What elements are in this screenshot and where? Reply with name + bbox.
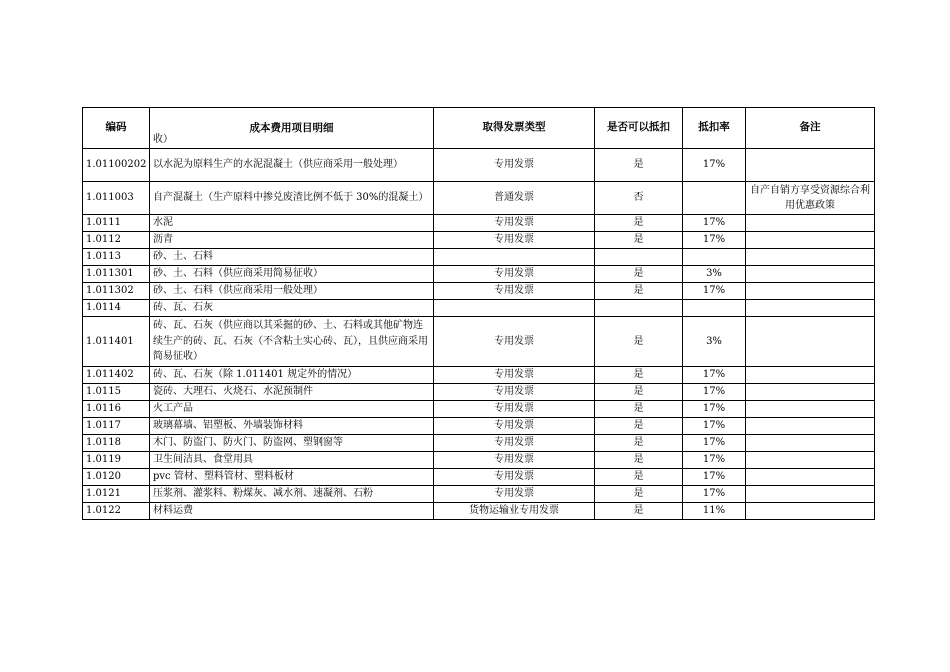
cell-code: 1.011003 bbox=[83, 182, 150, 215]
cell-deductible bbox=[595, 249, 683, 266]
cell-deductible: 是 bbox=[595, 418, 683, 435]
cell-rate: 17% bbox=[683, 215, 746, 232]
cell-deductible: 是 bbox=[595, 317, 683, 367]
table-row bbox=[83, 215, 875, 232]
cell-code: 1.0119 bbox=[83, 452, 150, 469]
cell-note bbox=[746, 283, 875, 300]
cell-detail: 卫生间洁具、食堂用具 bbox=[150, 452, 434, 469]
table-row bbox=[83, 300, 875, 317]
cell-detail: 以水泥为原料生产的水泥混凝土（供应商采用一般处理） bbox=[150, 149, 434, 182]
header-detail bbox=[150, 108, 434, 149]
cell-deductible: 是 bbox=[595, 232, 683, 249]
table-row bbox=[83, 249, 875, 266]
cell-detail: 自产混凝土（生产原料中掺兑废渣比例不低于 30%的混凝土） bbox=[150, 182, 434, 215]
cell-invoice-type: 专用发票 bbox=[434, 215, 595, 232]
cell-detail: 水泥 bbox=[150, 215, 434, 232]
cell-code: 1.0112 bbox=[83, 232, 150, 249]
cell-rate: 17% bbox=[683, 435, 746, 452]
cell-code: 1.0117 bbox=[83, 418, 150, 435]
table-row bbox=[83, 452, 875, 469]
table-row bbox=[83, 367, 875, 384]
cell-detail: 砖、瓦、石灰（供应商以其采掘的砂、土、石料或其他矿物连续生产的砖、瓦、石灰（不含粘土实心砖、瓦），且供应商采用简易征收） bbox=[150, 317, 434, 367]
cell-detail: 砖、瓦、石灰（除 1.011401 规定外的情况） bbox=[150, 367, 434, 384]
cell-rate: 17% bbox=[683, 469, 746, 486]
cell-code: 1.0114 bbox=[83, 300, 150, 317]
cell-note bbox=[746, 232, 875, 249]
cell-code: 1.011401 bbox=[83, 317, 150, 367]
cell-invoice-type: 专用发票 bbox=[434, 283, 595, 300]
table-row bbox=[83, 435, 875, 452]
cell-detail: 砂、土、石料（供应商采用一般处理） bbox=[150, 283, 434, 300]
cell-note bbox=[746, 215, 875, 232]
cell-rate bbox=[683, 300, 746, 317]
cell-note bbox=[746, 317, 875, 367]
cell-invoice-type: 货物运输业专用发票 bbox=[434, 503, 595, 520]
cell-code: 1.0113 bbox=[83, 249, 150, 266]
cell-note bbox=[746, 149, 875, 182]
cell-invoice-type: 专用发票 bbox=[434, 469, 595, 486]
cell-invoice-type: 专用发票 bbox=[434, 367, 595, 384]
table-row bbox=[83, 266, 875, 283]
cell-deductible: 是 bbox=[595, 149, 683, 182]
cell-detail: 砂、土、石料 bbox=[150, 249, 434, 266]
cell-rate: 3% bbox=[683, 317, 746, 367]
cell-note bbox=[746, 266, 875, 283]
cell-note bbox=[746, 418, 875, 435]
cell-invoice-type: 专用发票 bbox=[434, 232, 595, 249]
cell-invoice-type: 专用发票 bbox=[434, 435, 595, 452]
cell-code: 1.0111 bbox=[83, 215, 150, 232]
table-row bbox=[83, 283, 875, 300]
table-header-row bbox=[83, 108, 875, 149]
cell-code: 1.0121 bbox=[83, 486, 150, 503]
cell-note bbox=[746, 503, 875, 520]
cell-note bbox=[746, 435, 875, 452]
cell-invoice-type: 专用发票 bbox=[434, 418, 595, 435]
header-deductible: 是否可以抵扣 bbox=[595, 108, 683, 149]
cell-note bbox=[746, 249, 875, 266]
cell-rate: 17% bbox=[683, 149, 746, 182]
cell-rate: 17% bbox=[683, 418, 746, 435]
cell-code: 1.0122 bbox=[83, 503, 150, 520]
cell-rate: 17% bbox=[683, 486, 746, 503]
table-row bbox=[83, 401, 875, 418]
header-spill-text: 收） bbox=[153, 133, 173, 145]
cell-code: 1.0120 bbox=[83, 469, 150, 486]
cell-rate: 17% bbox=[683, 283, 746, 300]
header-invoice-type: 取得发票类型 bbox=[434, 108, 595, 149]
cell-deductible: 是 bbox=[595, 215, 683, 232]
cell-deductible: 否 bbox=[595, 182, 683, 215]
cell-rate: 3% bbox=[683, 266, 746, 283]
cell-invoice-type: 普通发票 bbox=[434, 182, 595, 215]
table-row bbox=[83, 317, 875, 367]
cell-detail: pvc 管材、塑料管材、塑料板材 bbox=[150, 469, 434, 486]
cell-invoice-type: 专用发票 bbox=[434, 317, 595, 367]
cell-code: 1.011402 bbox=[83, 367, 150, 384]
cell-invoice-type: 专用发票 bbox=[434, 401, 595, 418]
cell-code: 1.011301 bbox=[83, 266, 150, 283]
cell-deductible: 是 bbox=[595, 435, 683, 452]
cell-note bbox=[746, 367, 875, 384]
cell-rate bbox=[683, 182, 746, 215]
cell-invoice-type: 专用发票 bbox=[434, 384, 595, 401]
cell-deductible: 是 bbox=[595, 469, 683, 486]
cost-deduction-table bbox=[82, 107, 875, 520]
table-row bbox=[83, 149, 875, 182]
cell-code: 1.0115 bbox=[83, 384, 150, 401]
cell-note bbox=[746, 452, 875, 469]
header-detail-label: 成本费用项目明细 bbox=[249, 122, 334, 135]
cell-detail: 压浆剂、灌浆料、粉煤灰、减水剂、速凝剂、石粉 bbox=[150, 486, 434, 503]
header-note: 备注 bbox=[746, 108, 875, 149]
cell-invoice-type: 专用发票 bbox=[434, 452, 595, 469]
cell-note bbox=[746, 384, 875, 401]
cell-invoice-type: 专用发票 bbox=[434, 149, 595, 182]
cell-code: 1.01100202 bbox=[83, 149, 150, 182]
cell-detail: 沥青 bbox=[150, 232, 434, 249]
cell-detail: 木门、防盗门、防火门、防盗网、塑钢窗等 bbox=[150, 435, 434, 452]
cell-deductible: 是 bbox=[595, 266, 683, 283]
header-code: 编码 bbox=[83, 108, 150, 149]
header-rate: 抵扣率 bbox=[683, 108, 746, 149]
cell-invoice-type: 专用发票 bbox=[434, 266, 595, 283]
cell-rate: 17% bbox=[683, 384, 746, 401]
cell-deductible: 是 bbox=[595, 503, 683, 520]
cell-code: 1.011302 bbox=[83, 283, 150, 300]
cell-code: 1.0116 bbox=[83, 401, 150, 418]
cell-detail: 材料运费 bbox=[150, 503, 434, 520]
cell-deductible: 是 bbox=[595, 283, 683, 300]
cell-deductible: 是 bbox=[595, 452, 683, 469]
cell-detail: 砖、瓦、石灰 bbox=[150, 300, 434, 317]
table-row bbox=[83, 503, 875, 520]
cell-rate: 17% bbox=[683, 367, 746, 384]
cell-rate: 17% bbox=[683, 401, 746, 418]
cell-note bbox=[746, 300, 875, 317]
cell-note bbox=[746, 469, 875, 486]
cell-rate: 17% bbox=[683, 452, 746, 469]
table-row bbox=[83, 182, 875, 215]
cell-detail: 瓷砖、大理石、火烧石、水泥预制件 bbox=[150, 384, 434, 401]
cell-detail: 玻璃幕墙、铝塑板、外墙装饰材料 bbox=[150, 418, 434, 435]
cell-detail: 砂、土、石料（供应商采用简易征收） bbox=[150, 266, 434, 283]
cell-note: 自产自销方享受资源综合利用优惠政策 bbox=[746, 182, 875, 215]
table-row bbox=[83, 418, 875, 435]
table-row bbox=[83, 232, 875, 249]
cell-invoice-type bbox=[434, 300, 595, 317]
cell-invoice-type: 专用发票 bbox=[434, 486, 595, 503]
cell-rate bbox=[683, 249, 746, 266]
cell-deductible: 是 bbox=[595, 367, 683, 384]
cell-rate: 17% bbox=[683, 232, 746, 249]
cell-code: 1.0118 bbox=[83, 435, 150, 452]
cell-deductible: 是 bbox=[595, 384, 683, 401]
cell-deductible: 是 bbox=[595, 486, 683, 503]
cell-rate: 11% bbox=[683, 503, 746, 520]
cell-note bbox=[746, 486, 875, 503]
table-row bbox=[83, 486, 875, 503]
cell-detail: 火工产品 bbox=[150, 401, 434, 418]
cell-note bbox=[746, 401, 875, 418]
cell-deductible bbox=[595, 300, 683, 317]
table-row bbox=[83, 469, 875, 486]
cell-invoice-type bbox=[434, 249, 595, 266]
table-row bbox=[83, 384, 875, 401]
cell-deductible: 是 bbox=[595, 401, 683, 418]
